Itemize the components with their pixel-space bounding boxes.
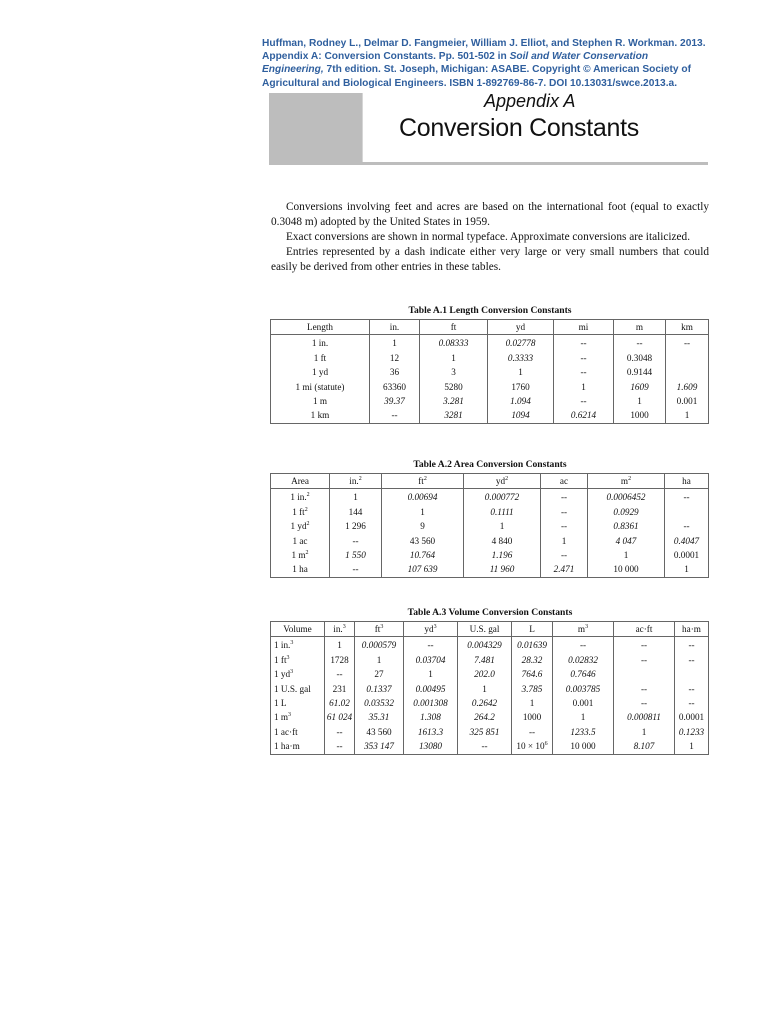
table-row: [271, 505, 709, 519]
citation-book-title: Soil and Water Conservation Engineering,: [262, 51, 649, 76]
table-cell: 1.308: [404, 710, 458, 724]
table-cell: 0.3048: [614, 351, 666, 365]
table-cell: --: [666, 335, 709, 351]
table-cell: 1 296: [330, 519, 382, 533]
table-cell: 1: [665, 562, 709, 577]
table-cell: --: [330, 534, 382, 548]
table-cell: 0.4047: [665, 534, 709, 548]
table-cell: 3: [420, 365, 488, 379]
table-cell: 39.37: [370, 394, 420, 408]
column-header: ac: [541, 474, 588, 489]
table-cell: 61.02: [325, 696, 355, 710]
table-cell: 1: [512, 696, 553, 710]
table-cell: 1: [404, 667, 458, 681]
row-header-column: Volume: [271, 622, 325, 637]
table-cell: --: [404, 637, 458, 653]
table-cell: 1: [488, 365, 554, 379]
table-row: [271, 489, 709, 505]
intro-paragraph: Exact conversions are shown in normal typeface. Approximate conversions are italicized.: [286, 231, 691, 243]
table-row: [271, 739, 709, 754]
table-cell: 764.6: [512, 667, 553, 681]
table-cell: 1: [370, 335, 420, 351]
table-row: [271, 380, 709, 394]
table-row: [271, 725, 709, 739]
table-cell: [666, 351, 709, 365]
table-cell: 325 851: [458, 725, 512, 739]
table-cell: 0.1233: [675, 725, 709, 739]
row-label: 1 ha: [271, 562, 330, 577]
column-header: in.$^2$: [330, 474, 382, 489]
table-cell: 1000: [512, 710, 553, 724]
table-cell: 12: [370, 351, 420, 365]
table-cell: --: [541, 548, 588, 562]
column-header: in.$^3$: [325, 622, 355, 637]
table-cell: --: [325, 725, 355, 739]
table-cell: --: [665, 489, 709, 505]
table-row: [271, 562, 709, 577]
table-cell: [665, 505, 709, 519]
row-label: 1 ac: [271, 534, 330, 548]
row-label: 1 ha·m: [271, 739, 325, 754]
table-row: [271, 548, 709, 562]
table-cell: 1.196: [464, 548, 541, 562]
table-cell: 1728: [325, 653, 355, 667]
table-row: [271, 335, 709, 351]
column-header: L: [512, 622, 553, 637]
table-cell: 1: [330, 489, 382, 505]
table-row: [271, 682, 709, 696]
table-cell: 0.001: [666, 394, 709, 408]
table-cell: --: [554, 351, 614, 365]
table-cell: 1: [553, 710, 614, 724]
table-cell: 0.03532: [355, 696, 404, 710]
table-row: [271, 710, 709, 724]
column-header: ha·m: [675, 622, 709, 637]
table-cell: --: [675, 637, 709, 653]
column-header: U.S. gal: [458, 622, 512, 637]
table-cell: 11 960: [464, 562, 541, 577]
table-cell: 3.785: [512, 682, 553, 696]
table-cell: 0.001308: [404, 696, 458, 710]
table-cell: 1: [355, 653, 404, 667]
table-cell: 1 550: [330, 548, 382, 562]
column-header: $yd^2$: [464, 474, 541, 489]
table-cell: 0.02832: [553, 653, 614, 667]
table-cell: --: [370, 408, 420, 423]
table-cell: 61 024: [325, 710, 355, 724]
column-header: $ft^3$: [355, 622, 404, 637]
table-row: [271, 534, 709, 548]
column-header: yd: [488, 320, 554, 335]
column-header: ha: [665, 474, 709, 489]
table-cell: --: [675, 696, 709, 710]
table-caption-length: Table A.1 Length Conversion Constants: [408, 305, 572, 316]
table-cell: --: [325, 739, 355, 754]
table-cell: --: [554, 335, 614, 351]
table-cell: --: [675, 653, 709, 667]
header-gray-block: [269, 93, 362, 163]
table-cell: 1: [675, 739, 709, 754]
table-cell: 0.6214: [554, 408, 614, 423]
table-cell: 27: [355, 667, 404, 681]
table-cell: 4 840: [464, 534, 541, 548]
table-cell: 144: [330, 505, 382, 519]
table-cell: 0.0001: [675, 710, 709, 724]
volume-conversion-table: [270, 621, 709, 755]
appendix-header: [269, 93, 708, 166]
table-cell: --: [554, 365, 614, 379]
table-caption-volume: Table A.3 Volume Conversion Constants: [407, 607, 573, 618]
table-cell: 3.281: [420, 394, 488, 408]
table-cell: --: [554, 394, 614, 408]
table-cell: 1: [588, 548, 665, 562]
table-cell: 0.000772: [464, 489, 541, 505]
table-cell: 0.03704: [404, 653, 458, 667]
table-cell: 0.02778: [488, 335, 554, 351]
row-label: 1 L: [271, 696, 325, 710]
table-cell: 9: [382, 519, 464, 533]
table-cell: 0.2642: [458, 696, 512, 710]
table-row: [271, 637, 709, 653]
table-row: [271, 408, 709, 423]
table-cell: 0.7646: [553, 667, 614, 681]
column-header: $m^3$: [553, 622, 614, 637]
intro-paragraph: Entries represented by a dash indicate either very large or very small numbers that could easily be derived from other entries in these tables.: [271, 246, 709, 273]
table-caption-area: Table A.2 Area Conversion Constants: [413, 459, 567, 470]
citation-text: Huffman, Rodney L., Delmar D. Fangmeier, William J. Elliot, and Stephen R. Workman. 2013. Appendix A: Conversion Constants. Pp. 501-502 in: [262, 38, 706, 63]
table-cell: --: [330, 562, 382, 577]
row-label: 1 in.: [271, 335, 370, 351]
table-cell: 8.107: [614, 739, 675, 754]
table-cell: 1: [614, 394, 666, 408]
table-cell: 0.1111: [464, 505, 541, 519]
row-label: 1 $m^2$: [271, 548, 330, 562]
table-cell: 1: [614, 725, 675, 739]
intro-text: [271, 200, 709, 275]
column-header: ft: [420, 320, 488, 335]
row-label: 1 mi (statute): [271, 380, 370, 394]
row-label: 1 U.S. gal: [271, 682, 325, 696]
row-label: 1 in.$^2$: [271, 489, 330, 505]
table-cell: 43 560: [382, 534, 464, 548]
table-cell: 1: [464, 519, 541, 533]
table-cell: 10 000: [588, 562, 665, 577]
table-cell: 0.1337: [355, 682, 404, 696]
table-cell: 0.00694: [382, 489, 464, 505]
table-cell: --: [512, 725, 553, 739]
length-conversion-table: [270, 319, 709, 424]
table-cell: 0.001: [553, 696, 614, 710]
table-cell: 0.000811: [614, 710, 675, 724]
header-rule: [269, 162, 708, 165]
table-cell: 264.2: [458, 710, 512, 724]
table-cell: 13080: [404, 739, 458, 754]
table-cell: 0.8361: [588, 519, 665, 533]
table-cell: --: [458, 739, 512, 754]
table-cell: --: [614, 637, 675, 653]
column-header: $ft^2$: [382, 474, 464, 489]
page-title: Conversion Constants: [399, 114, 639, 142]
table-cell: [666, 365, 709, 379]
table-cell: 10.764: [382, 548, 464, 562]
table-cell: [675, 667, 709, 681]
table-cell: 0.000579: [355, 637, 404, 653]
table-cell: 0.01639: [512, 637, 553, 653]
table-cell: --: [541, 519, 588, 533]
table-cell: 0.08333: [420, 335, 488, 351]
column-header: ac·ft: [614, 622, 675, 637]
table-cell: 3281: [420, 408, 488, 423]
row-label: 1 km: [271, 408, 370, 423]
table-cell: 1233.5: [553, 725, 614, 739]
header-divider: [362, 93, 363, 163]
table-cell: 1: [554, 380, 614, 394]
table-row: [271, 653, 709, 667]
table-cell: 1: [458, 682, 512, 696]
table-cell: 0.0006452: [588, 489, 665, 505]
row-label: 1 yd: [271, 365, 370, 379]
table-cell: 0.0001: [665, 548, 709, 562]
table-cell: --: [675, 682, 709, 696]
table-cell: --: [553, 637, 614, 653]
column-header: km: [666, 320, 709, 335]
table-cell: 0.9144: [614, 365, 666, 379]
table-cell: 28.32: [512, 653, 553, 667]
table-cell: 1760: [488, 380, 554, 394]
row-label: 1 $ft^3$: [271, 653, 325, 667]
row-label: 1 $m^3$: [271, 710, 325, 724]
table-cell: 0.00495: [404, 682, 458, 696]
column-header: in.: [370, 320, 420, 335]
table-cell: 1: [541, 534, 588, 548]
column-header: $yd^3$: [404, 622, 458, 637]
row-header-column: Length: [271, 320, 370, 335]
table-row: [271, 351, 709, 365]
table-cell: 36: [370, 365, 420, 379]
table-row: [271, 394, 709, 408]
table-cell: 2.471: [541, 562, 588, 577]
table-row: [271, 365, 709, 379]
table-cell: $10 \times 10^6$: [512, 739, 553, 754]
table-cell: 0.004329: [458, 637, 512, 653]
table-cell: --: [541, 489, 588, 505]
citation: [262, 37, 712, 90]
table-row: [271, 667, 709, 681]
row-label: 1 $yd^2$: [271, 519, 330, 533]
table-cell: 63360: [370, 380, 420, 394]
column-header: m: [614, 320, 666, 335]
table-cell: --: [614, 653, 675, 667]
row-label: 1 ac·ft: [271, 725, 325, 739]
citation-text-end: 7th edition. St. Joseph, Michigan: ASABE. Copyright © American Society of Agricultural and Biological Engineers. ISBN 1-892769-86-7. DOI 10.13031/swce.2013.a.: [262, 64, 692, 89]
table-cell: 353 147: [355, 739, 404, 754]
table-cell: 35.31: [355, 710, 404, 724]
row-label: 1 ft: [271, 351, 370, 365]
table-cell: 1613.3: [404, 725, 458, 739]
table-cell: [614, 667, 675, 681]
table-row: [271, 696, 709, 710]
table-cell: --: [614, 696, 675, 710]
table-cell: 1: [420, 351, 488, 365]
table-cell: 7.481: [458, 653, 512, 667]
table-cell: 1: [382, 505, 464, 519]
appendix-label: Appendix A: [484, 91, 576, 111]
table-cell: 107 639: [382, 562, 464, 577]
table-cell: 43 560: [355, 725, 404, 739]
table-cell: 1.094: [488, 394, 554, 408]
row-label: 1 m: [271, 394, 370, 408]
table-cell: 1: [666, 408, 709, 423]
row-header-column: Area: [271, 474, 330, 489]
table-cell: --: [665, 519, 709, 533]
table-row: [271, 519, 709, 533]
table-cell: --: [541, 505, 588, 519]
column-header: mi: [554, 320, 614, 335]
table-cell: --: [614, 682, 675, 696]
row-label: 1 $yd^3$: [271, 667, 325, 681]
table-cell: 1609: [614, 380, 666, 394]
intro-paragraph: Conversions involving feet and acres are based on the international foot (equal to exactly 0.3048 m) adopted by the United States in 1959.: [271, 201, 709, 228]
table-cell: 231: [325, 682, 355, 696]
table-cell: 1094: [488, 408, 554, 423]
table-cell: --: [614, 335, 666, 351]
table-cell: 5280: [420, 380, 488, 394]
table-cell: 1.609: [666, 380, 709, 394]
area-conversion-table: [270, 473, 709, 578]
table-cell: 0.3333: [488, 351, 554, 365]
table-cell: 10 000: [553, 739, 614, 754]
column-header: $m^2$: [588, 474, 665, 489]
table-cell: 202.0: [458, 667, 512, 681]
row-label: 1 in.$^3$: [271, 637, 325, 653]
table-cell: 1: [325, 637, 355, 653]
table-cell: 0.0929: [588, 505, 665, 519]
table-cell: 1000: [614, 408, 666, 423]
table-cell: 0.003785: [553, 682, 614, 696]
row-label: 1 $ft^2$: [271, 505, 330, 519]
table-cell: 4 047: [588, 534, 665, 548]
table-cell: --: [325, 667, 355, 681]
